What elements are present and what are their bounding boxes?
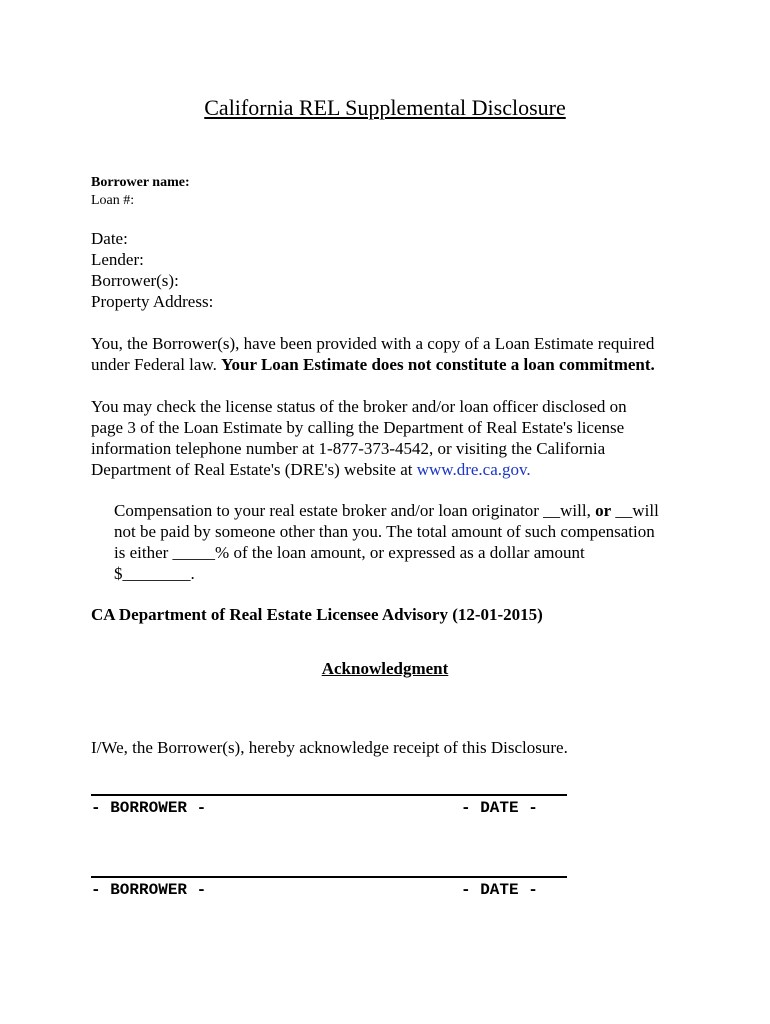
loan-commitment-notice: Your Loan Estimate does not constitute a loan commitment. <box>221 355 655 374</box>
loan-number-label: Loan #: <box>91 193 135 208</box>
compensation-line-2: not be paid by someone other than you. The total amount of such compensation <box>114 522 655 541</box>
borrower-name-label: Borrower name: <box>91 175 190 190</box>
loan-estimate-line-1: You, the Borrower(s), have been provided with a copy of a Loan Estimate required <box>91 334 655 353</box>
license-check-line-2: page 3 of the Loan Estimate by calling the Department of Real Estate's license <box>91 418 625 437</box>
acknowledgment-statement: I/We, the Borrower(s), hereby acknowledge receipt of this Disclosure. <box>91 738 568 757</box>
compensation-line-1-text: Compensation to your real estate broker and/or loan originator __will, <box>114 501 596 520</box>
property-address-field-label: Property Address: <box>91 292 214 311</box>
dre-website-link[interactable]: www.dre.ca.gov. <box>416 460 531 479</box>
loan-estimate-line-2 <box>91 354 655 375</box>
license-check-line-4-text: Department of Real Estate's (DRE's) website at <box>91 460 417 479</box>
lender-field-label: Lender: <box>91 250 144 269</box>
borrower-signature-line-2[interactable] <box>91 876 567 878</box>
compensation-line-1-end: __will <box>611 501 659 520</box>
compensation-line-3: is either _____% of the loan amount, or expressed as a dollar amount <box>114 543 585 562</box>
acknowledgment-heading: Acknowledgment <box>321 659 449 678</box>
borrower-label-2: - BORROWER - <box>91 881 207 899</box>
borrower-label-1: - BORROWER - <box>91 799 207 817</box>
license-check-line-1: You may check the license status of the broker and/or loan officer disclosed on <box>91 397 627 416</box>
advisory-heading: CA Department of Real Estate Licensee Advisory (12-01-2015) <box>91 605 543 624</box>
borrowers-field-label: Borrower(s): <box>91 271 179 290</box>
compensation-line-1 <box>114 500 659 521</box>
document-title: California REL Supplemental Disclosure <box>204 95 566 120</box>
compensation-line-4: $________. <box>114 564 195 583</box>
license-check-line-3: information telephone number at 1-877-373-4542, or visiting the California <box>91 439 606 458</box>
license-check-line-4 <box>91 459 531 480</box>
date-field-label: Date: <box>91 229 128 248</box>
date-label-2: - DATE - <box>461 881 538 899</box>
loan-estimate-line-2-text: under Federal law. <box>91 355 222 374</box>
borrower-signature-line-1[interactable] <box>91 794 567 796</box>
date-label-1: - DATE - <box>461 799 538 817</box>
compensation-or: or <box>595 501 612 520</box>
